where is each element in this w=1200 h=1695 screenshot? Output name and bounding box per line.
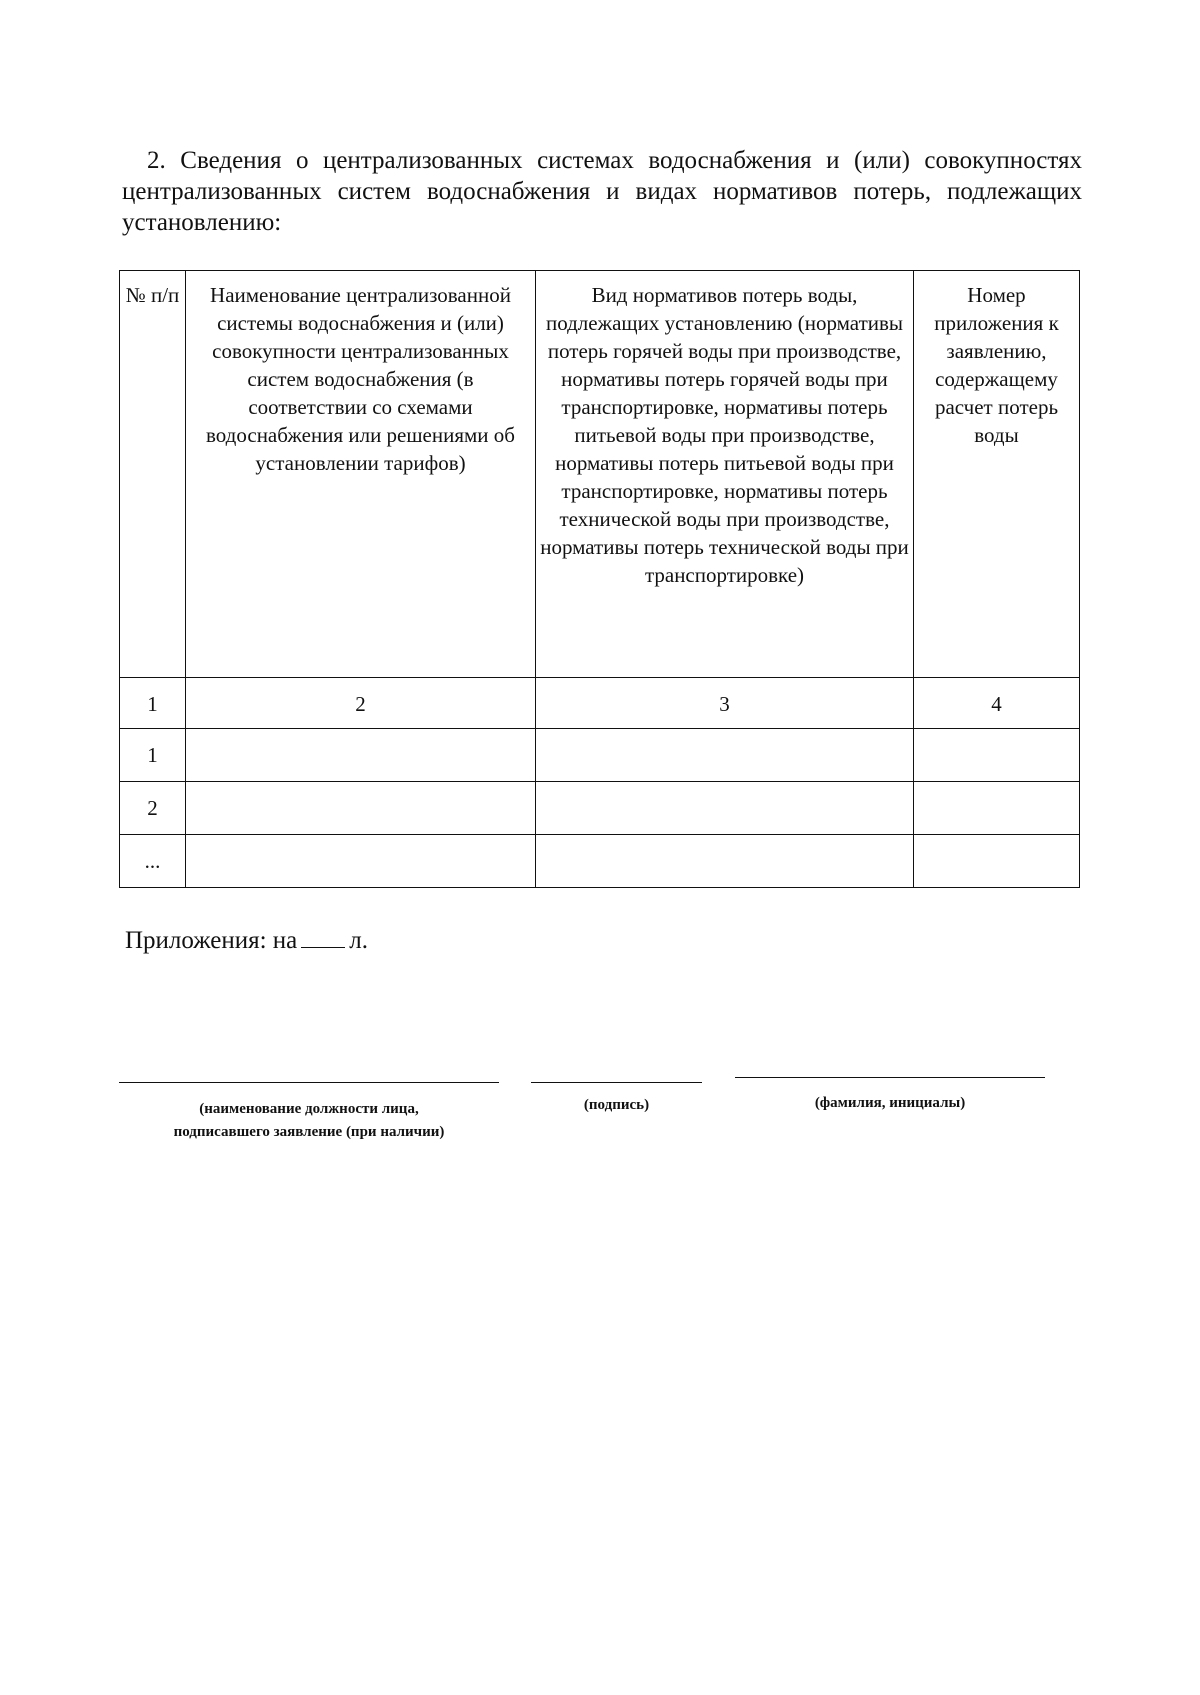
column-number-row: [120, 678, 1080, 729]
header-loss-type: Вид нормативов потерь воды, подлежащих установлению (нормативы потерь горячей воды при производстве, нормативы потерь горячей воды при транспортировке, нормативы потерь питьевой воды при производстве, нормативы потерь питьевой воды при транспортировке, нормативы потерь технической воды при производстве, нормативы потерь технической воды при транспортировке): [536, 271, 914, 678]
header-appendix-number: Номер приложения к заявлению, содержащему расчет потерь воды: [914, 271, 1080, 678]
table-cell: [914, 729, 1080, 782]
name-caption: (фамилия, инициалы): [814, 1095, 966, 1111]
table-cell: [536, 782, 914, 835]
signature-line: [531, 1082, 702, 1083]
row-number: ...: [120, 835, 186, 888]
appendix-prefix: Приложения: на: [125, 927, 298, 954]
table-row: [120, 835, 1080, 888]
table-row: [120, 782, 1080, 835]
table-cell: [536, 835, 914, 888]
table-row: [120, 729, 1080, 782]
column-number: 1: [120, 678, 186, 729]
column-number: 3: [536, 678, 914, 729]
position-caption: [119, 1098, 499, 1144]
position-caption-line2: подписавшего заявление (при наличии): [173, 1124, 445, 1140]
header-row-number: № п/п: [120, 271, 186, 678]
table-cell: [186, 782, 536, 835]
table-cell: [536, 729, 914, 782]
column-number: 4: [914, 678, 1080, 729]
section-number: 2.: [147, 147, 166, 174]
appendix-line: [125, 927, 368, 955]
table-cell: [914, 782, 1080, 835]
section-text: Сведения о централизованных системах водоснабжения и (или) совокупностях централизованных систем водоснабжения и видах нормативов потерь, подлежащих установлению:: [122, 147, 1083, 236]
table-cell: [914, 835, 1080, 888]
position-caption-line1: (наименование должности лица,: [199, 1101, 419, 1117]
signature-caption: (подпись): [583, 1097, 650, 1113]
table-cell: [186, 835, 536, 888]
header-system-name: Наименование централизованной системы водоснабжения и (или) совокупности централизованных систем водоснабжения (в соответствии со схемами водоснабжения или решениями об установлении тарифов): [186, 271, 536, 678]
name-signature-line: [735, 1077, 1045, 1078]
appendix-suffix: л.: [349, 927, 368, 954]
section-heading: [122, 145, 1082, 238]
column-number: 2: [186, 678, 536, 729]
table-header-row: [120, 271, 1080, 678]
row-number: 2: [120, 782, 186, 835]
table-cell: [186, 729, 536, 782]
row-number: 1: [120, 729, 186, 782]
appendix-pages-blank: [301, 927, 345, 948]
position-signature-line: [119, 1082, 499, 1083]
water-loss-table: [119, 270, 1080, 888]
